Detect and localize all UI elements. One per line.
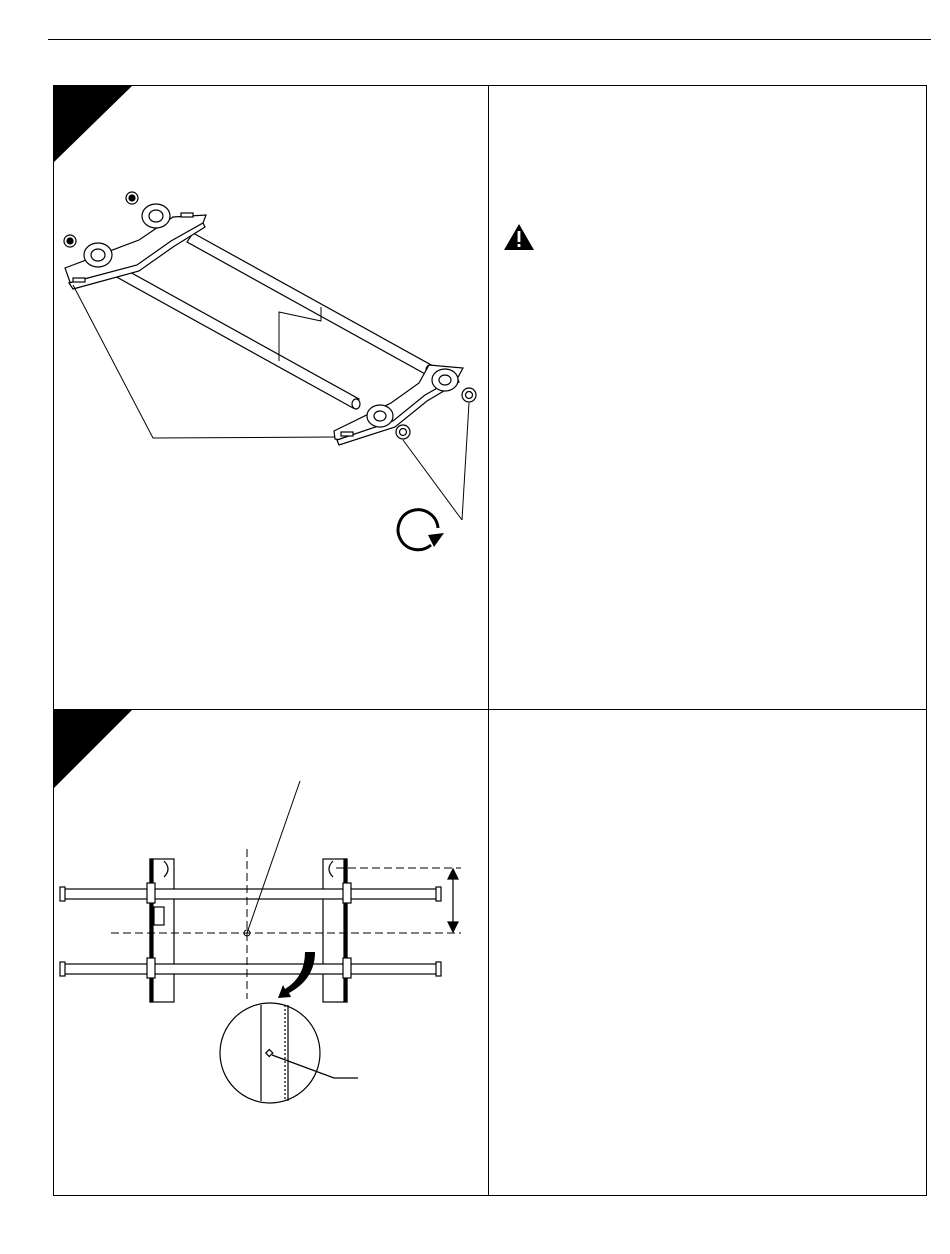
dimension-arrow — [448, 869, 458, 932]
header-rule — [48, 39, 931, 40]
step-corner-tab — [53, 85, 133, 163]
warning-icon — [503, 223, 535, 251]
step-1-text — [488, 85, 927, 709]
step-2-text — [488, 709, 927, 1196]
step-corner-tab — [53, 709, 133, 789]
detail-magnifier — [220, 1003, 358, 1103]
rotate-clockwise-icon — [398, 510, 444, 550]
wall-plate-assembly — [64, 192, 463, 445]
step-2-illustration — [53, 709, 488, 1196]
wall-plate-front-view — [60, 859, 441, 1002]
step-1-illustration — [53, 85, 488, 709]
pipe-bars — [113, 233, 434, 409]
zoom-arrow-icon — [278, 952, 315, 998]
